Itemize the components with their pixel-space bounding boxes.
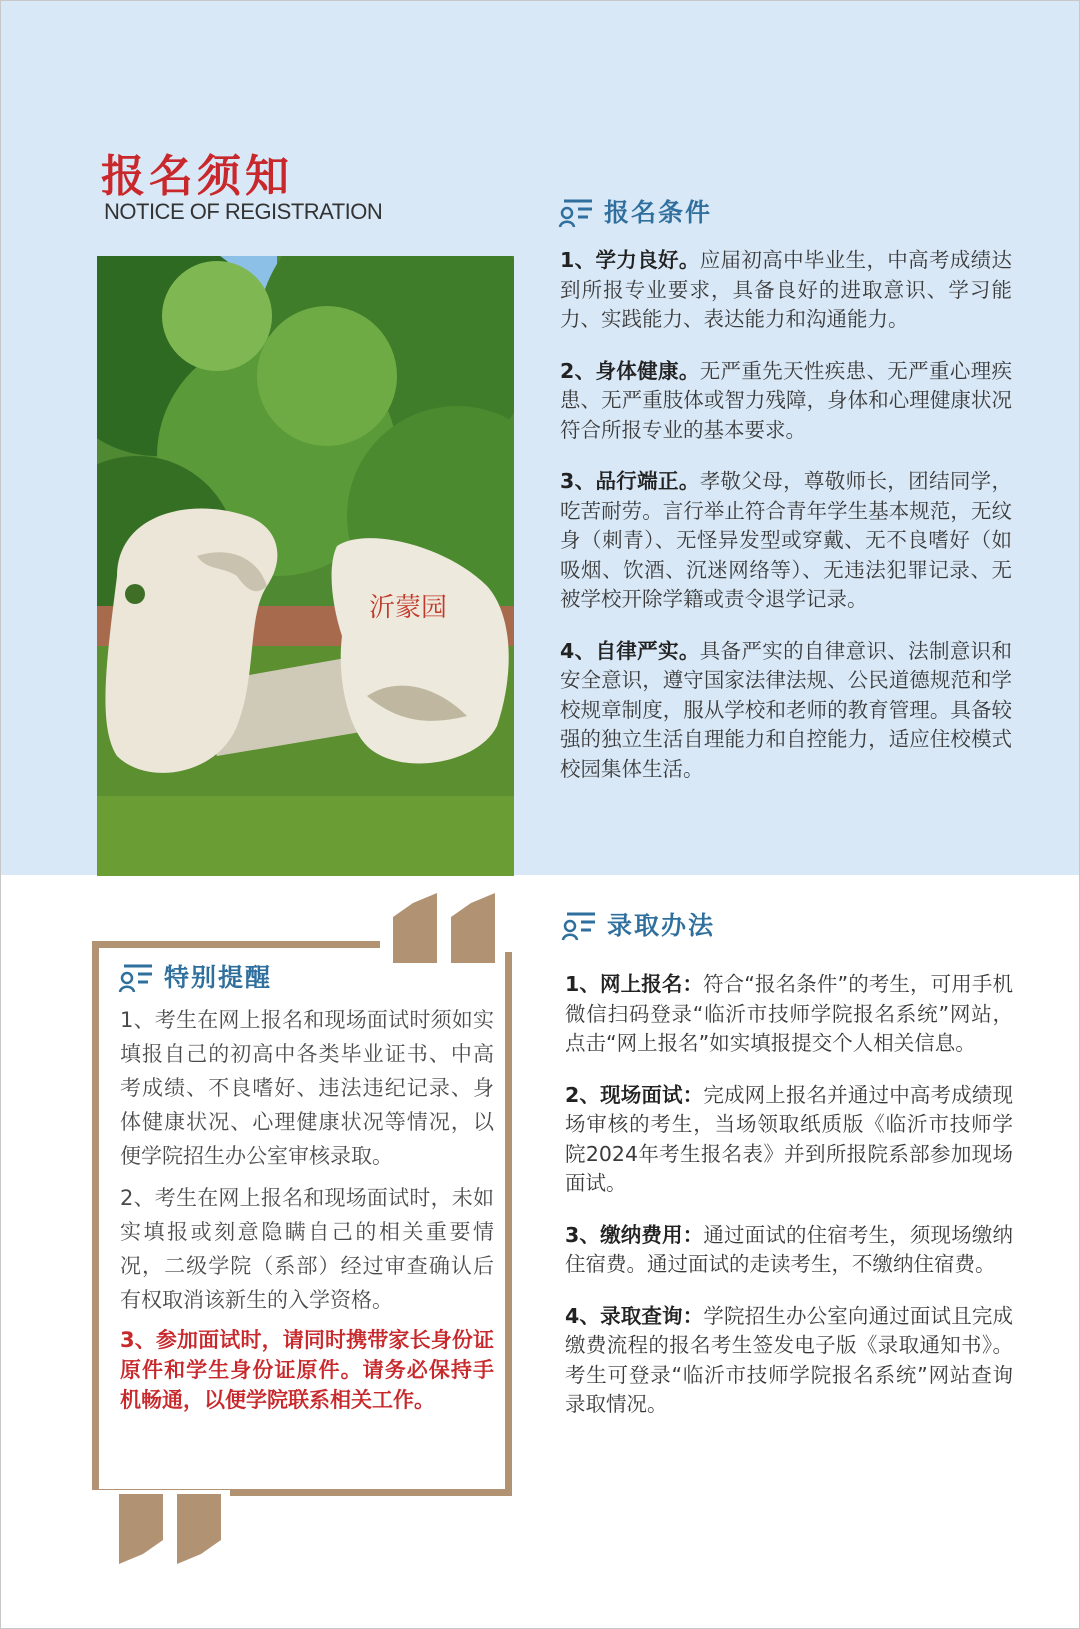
admission-list — [565, 970, 1013, 1442]
conditions-list — [560, 246, 1012, 806]
reminder-item: 2、考生在网上报名和现场面试时，未如实填报或刻意隐瞒自己的相关重要情况，二级学院（系部）经过审查确认后有权取消该新生的入学资格。 — [120, 1186, 494, 1312]
reminder-title: 特别提醒 — [164, 963, 273, 992]
reminder-list — [120, 1003, 494, 1423]
person-list-icon — [561, 906, 597, 942]
open-quote-icon — [393, 893, 505, 963]
stone-inscription: 沂蒙园 — [369, 593, 448, 623]
page-subtitle: NOTICE OF REGISTRATION — [104, 199, 383, 224]
conditions-header — [558, 193, 712, 229]
page-title: 报名须知 — [101, 151, 293, 202]
admission-item: 2、现场面试：完成网上报名并通过中高考成绩现场审核的考生，当场领取纸质版《临沂市技师学院2024年考生报名表》并到所报院系部参加现场面试。 — [565, 1082, 1013, 1195]
admission-item: 3、缴纳费用：通过面试的住宿考生，须现场缴纳住宿费。通过面试的走读考生，不缴纳住宿费。 — [565, 1222, 1013, 1276]
condition-item: 1、学力良好。应届初高中毕业生，中高考成绩达到所报专业要求，具备良好的进取意识、学习能力、实践能力、表达能力和沟通能力。 — [560, 248, 1013, 331]
reminder-item: 1、考生在网上报名和现场面试时须如实填报自己的初高中各类毕业证书、中高考成绩、不良嗜好、违法违纪记录、身体健康状况、心理健康状况等情况，以便学院招生办公室审核录取。 — [120, 1008, 494, 1168]
campus-photo — [97, 256, 514, 876]
admission-item: 4、录取查询：学院招生办公室向通过面试且完成缴费流程的报名考生签发电子版《录取通知书》。考生可登录“临沂市技师学院报名系统”网站查询录取情况。 — [565, 1303, 1013, 1416]
admission-item: 1、网上报名：符合“报名条件”的考生，可用手机微信扫码登录“临沂市技师学院报名系统”网站，点击“网上报名”如实填报提交个人相关信息。 — [565, 972, 1013, 1055]
conditions-title: 报名条件 — [604, 198, 713, 227]
reminder-header — [118, 958, 272, 994]
condition-item: 4、自律严实。具备严实的自律意识、法制意识和安全意识，遵守国家法律法规、公民道德规范和学校规章制度，服从学校和老师的教育管理。具备较强的独立生活自理能力和自控能力，适应住校模式校园集体生活。 — [560, 638, 1013, 781]
condition-item: 3、品行端正。孝敬父母，尊敬师长，团结同学，吃苦耐劳。言行举止符合青年学生基本规范，无纹身（刺青）、无怪异发型或穿戴、无不良嗜好（如吸烟、饮酒、沉迷网络等）、无违法犯罪记录、无被学校开除学籍或责令退学记录。 — [560, 469, 1013, 611]
person-list-icon — [118, 958, 154, 994]
admission-header — [561, 906, 715, 942]
condition-item: 2、身体健康。无严重先天性疾患、无严重心理疾患、无严重肢体或智力残障，身体和心理健康状况符合所报专业的基本要求。 — [560, 358, 1013, 442]
reminder-highlight: 3、参加面试时，请同时携带家长身份证原件和学生身份证原件。请务必保持手机畅通，以便学院联系相关工作。 — [120, 1328, 494, 1412]
admission-title: 录取办法 — [607, 911, 716, 940]
person-list-icon — [558, 193, 594, 229]
close-quote-icon — [119, 1494, 231, 1564]
